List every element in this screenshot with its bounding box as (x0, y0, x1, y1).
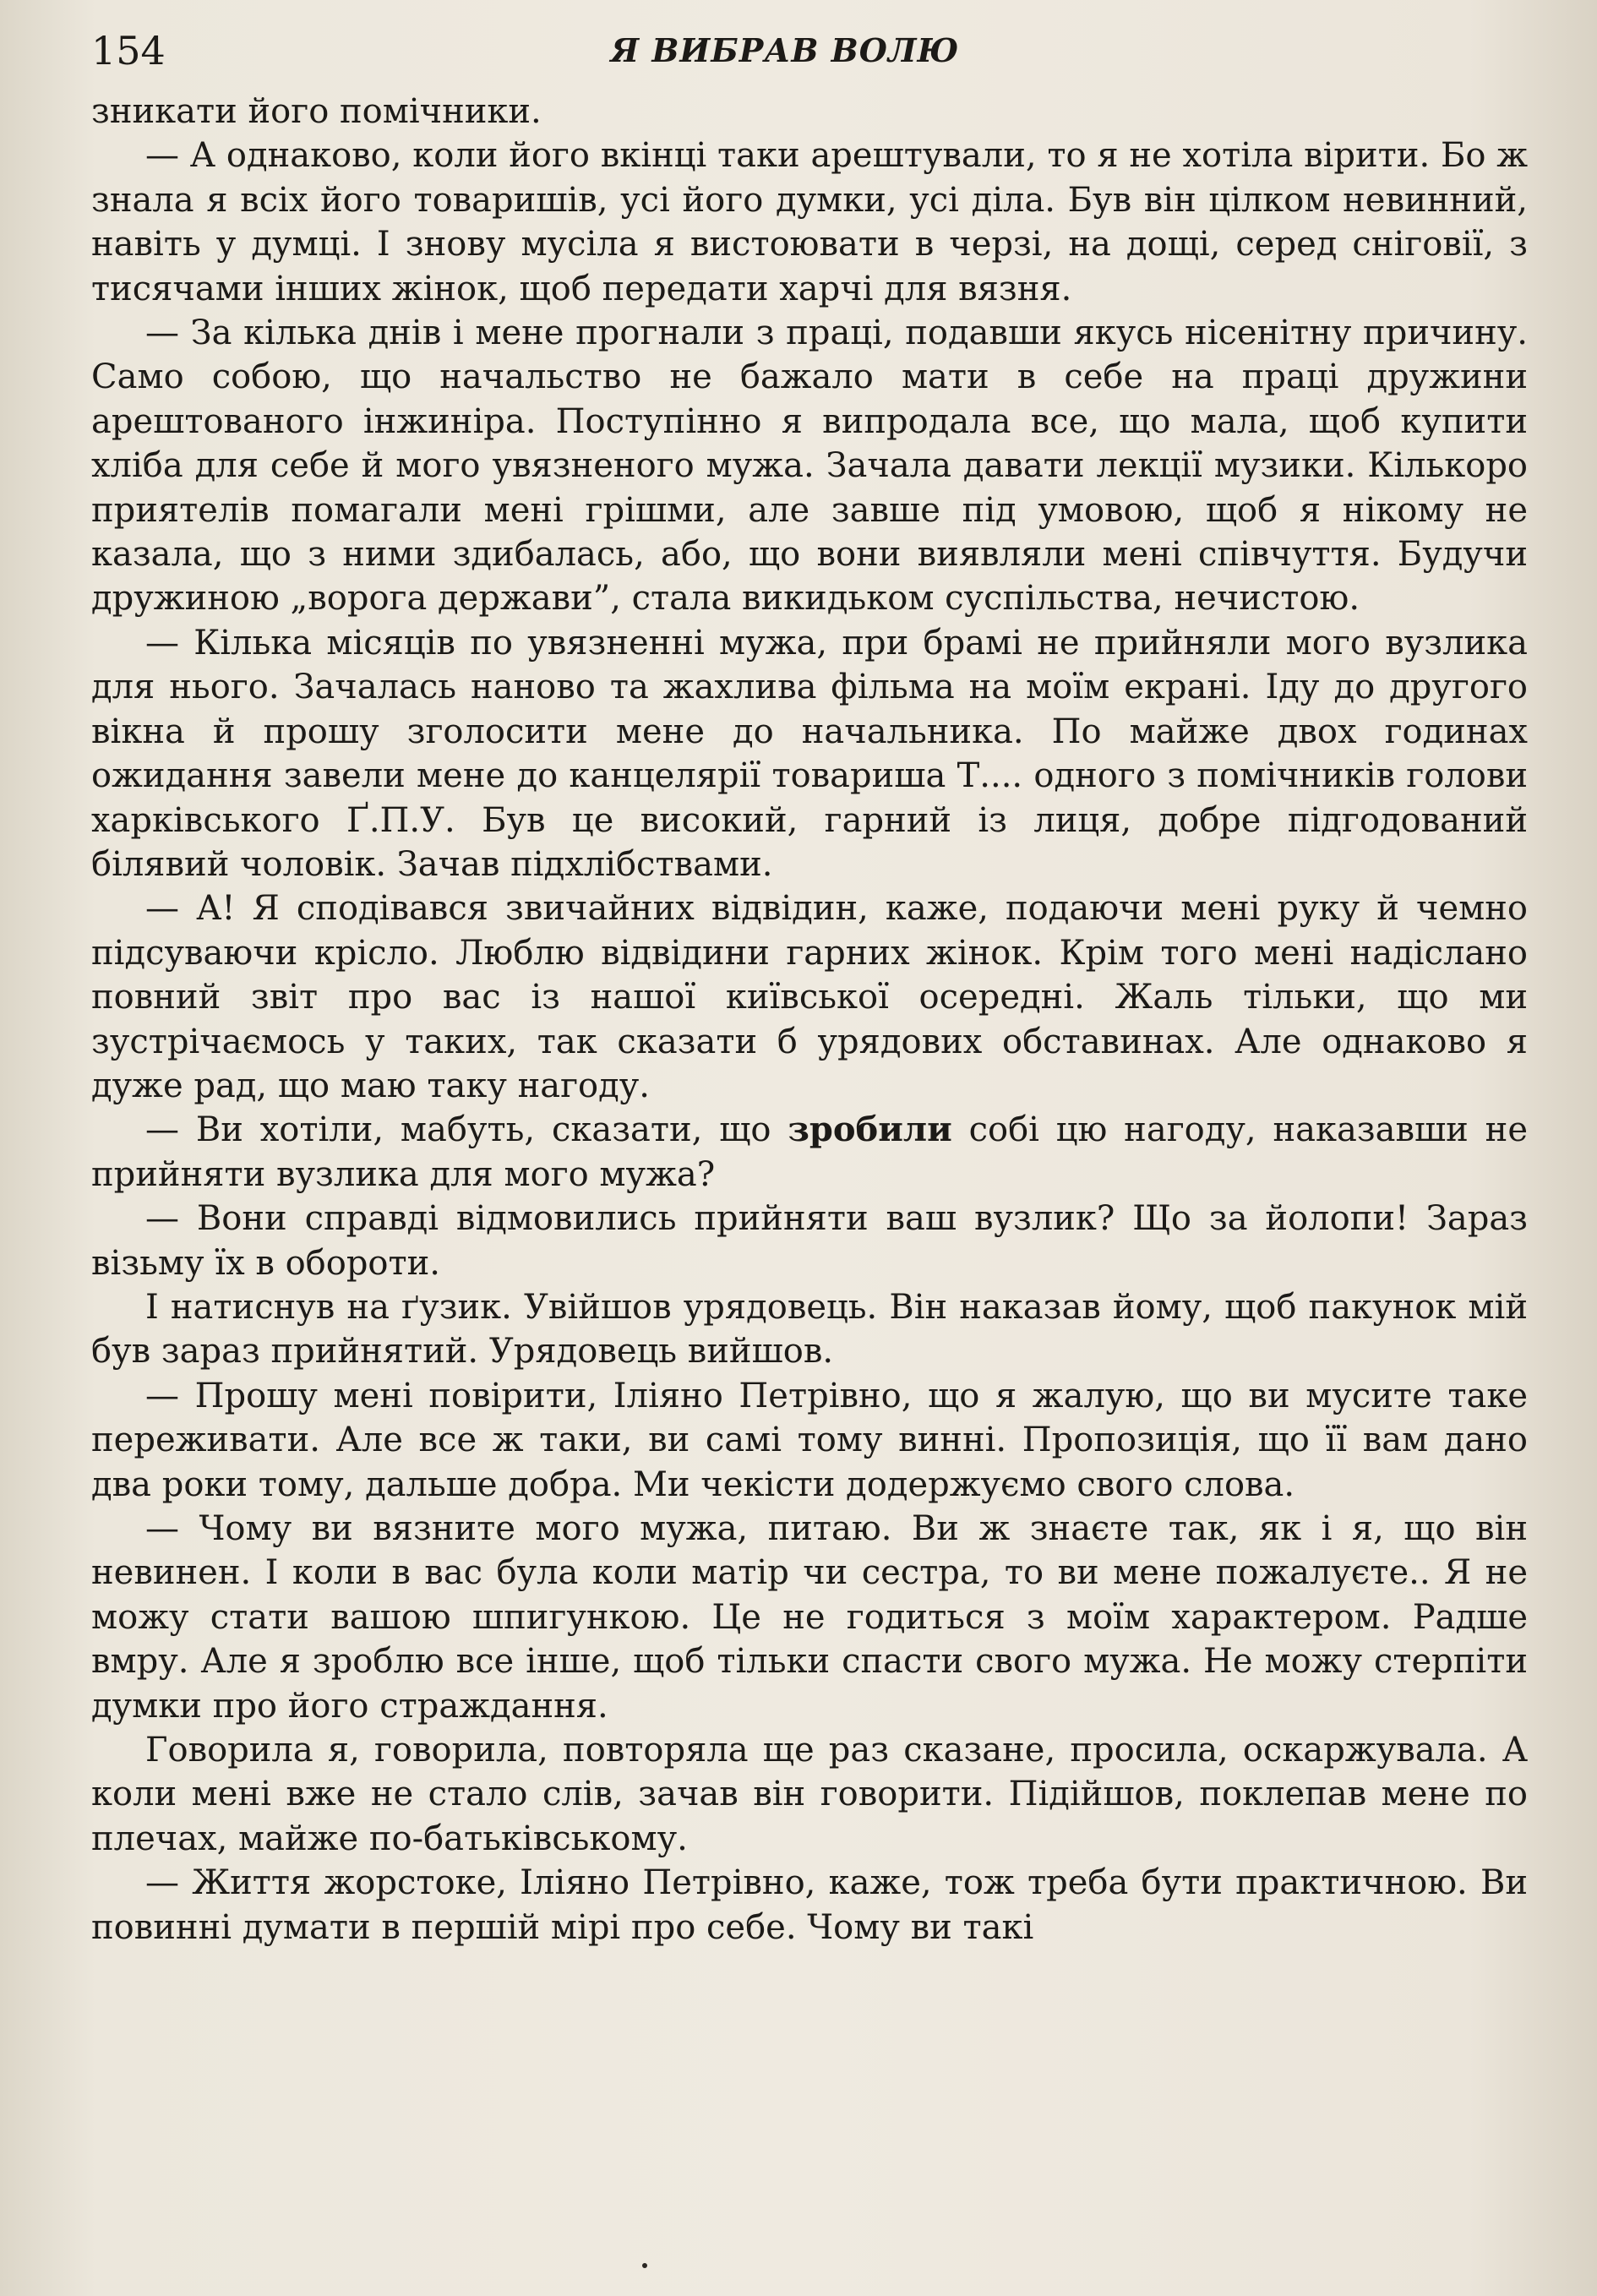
body-text (91, 90, 1528, 1950)
page-header (91, 27, 1529, 74)
paragraph: — За кілька днів і мене прогнали з праці, подавши якусь нісенітну причину. Само собою, що начальство не бажало мати в себе на праці дружини арештованого інжиніра. Поступінно я випродала все, що мала, щоб купити хліба для себе й мого увязненого мужа. Зачала давати лекції музики. Кількоро приятелів помагали мені грішми, але завше під умовою, щоб я нікому не казала, що з ними здибалась, або, що вони виявляли мені співчуття. Будучи дружиною „ворога держави”, стала викидьком суспільства, нечистою. (91, 314, 1528, 619)
bold-word: зробили (788, 1110, 952, 1150)
paragraph: — Прошу мені повірити, Іліяно Петрівно, що я жалую, що ви мусите таке переживати. Але все ж таки, ви самі тому винні. Пропозиція, що її вам дано два роки тому, дальше добра. Ми чекісти додержуємо свого слова. (91, 1376, 1528, 1504)
paragraph-text: собі цю нагоду, наказавши не прийняти вузлика для мого мужа? (91, 1110, 1529, 1194)
paragraph: — Кілька місяців по увязненні мужа, при брамі не прийняли мого вузлика для нього. Зачалась наново та жахлива фільма на моїм екрані. Іду до другого вікна й прошу зголосити мене до начальника. По майже двох годинах ожидання завели мене до канцелярії товариша Т.... одного з помічників голови харківського Ґ.П.У. Був це високий, гарний із лиця, добре підгодований білявий чоловік. Зачав підхлібствами. (91, 623, 1528, 884)
paragraph: — А! Я сподівався звичайних відвідин, каже, подаючи мені руку й чемно підсуваючи крісло. Люблю відвідини гарних жінок. Крім того мені надіслано повний звіт про вас із нашої київської осередні. Жаль тільки, що ми зустрічаємось у таких, так сказати б урядових обставинах. Але однаково я дуже рад, що маю таку нагоду. (91, 889, 1528, 1105)
paragraph: — Вони справді відмовились прийняти ваш вузлик? Що за йолопи! Зараз візьму їх в обороти. (91, 1199, 1528, 1283)
paragraph: Говорила я, говорила, повторяла ще раз сказане, просила, оскаржувала. А коли мені вже не стало слів, зачав він говорити. Підійшов, поклепав мене по плечах, майже по-батьківському. (91, 1731, 1528, 1858)
paragraph-text: — Ви хотіли, мабуть, сказати, що (145, 1110, 788, 1150)
paragraph: — Чому ви вязните мого мужа, питаю. Ви ж знаєте так, як і я, що він невинен. І коли в вас була коли матір чи сестра, то ви мене пожалуєте.. Я не можу стати вашою шпигункою. Це не годиться з моїм характером. Радше вмру. Але я зроблю все інше, щоб тільки спасти свого мужа. Не можу стерпіти думки про його страждання. (91, 1509, 1528, 1726)
paragraph: І натиснув на ґузик. Увійшов урядовець. Він наказав йому, щоб пакунок мій був зараз прийнятий. Урядовець вийшов. (91, 1287, 1528, 1372)
running-title: Я ВИБРАВ ВОЛЮ (610, 31, 960, 69)
paragraph: — А однаково, коли його вкінці таки арештували, то я не хотіла вірити. Бо ж знала я всіх його товаришів, усі його думки, усі діла. Був він цілком невинний, навіть у думці. І знову мусіла я вистоювати в черзі, на дощі, серед сніговії, з тисячами інших жінок, щоб передати харчі для вязня. (91, 136, 1528, 308)
paragraph: зникати його помічники. (91, 92, 542, 131)
paragraph: — Життя жорстоке, Іліяно Петрівно, каже, тож треба бути практичною. Ви повинні думати в першій мірі про себе. Чому ви такі (91, 1863, 1528, 1947)
paragraph (91, 1108, 1528, 1197)
page-number: 154 (91, 28, 166, 74)
print-speck (642, 2263, 647, 2268)
